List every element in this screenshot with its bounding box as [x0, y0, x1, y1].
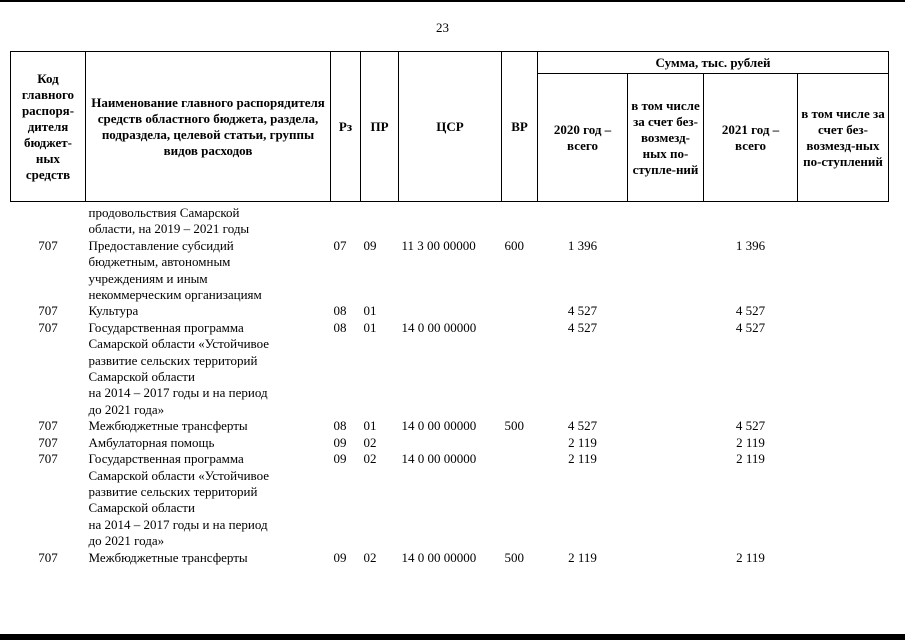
- cell-pr: 01: [363, 303, 377, 319]
- cell-2020-total: [538, 202, 628, 238]
- cell-2021-total: 2 119: [736, 549, 765, 565]
- cell-rz: 08: [333, 319, 347, 335]
- cell-2021-free: [798, 238, 889, 304]
- cell-pr: 02: [363, 434, 377, 450]
- cell-2021-total: 1 396: [735, 237, 766, 253]
- bottom-rule: [0, 634, 905, 640]
- cell-name: Культура: [88, 303, 139, 319]
- cell-csr: 14 0 00 00000: [401, 418, 477, 434]
- cell-name: Межбюджетные трансферты: [88, 549, 248, 565]
- cell-rz: 08: [333, 418, 347, 434]
- cell-vr: [502, 451, 538, 549]
- cell-csr: 11 3 00 00000: [401, 237, 476, 253]
- cell-vr: 500: [504, 418, 524, 434]
- cell-2021-free: [798, 418, 889, 434]
- cell-2020-free: [628, 238, 704, 304]
- cell-code: 707: [38, 418, 58, 434]
- cell-rz: 09: [333, 549, 347, 565]
- cell-2021-total: 4 527: [735, 418, 766, 434]
- table-header: [11, 52, 889, 202]
- cell-code: 707: [38, 451, 58, 467]
- cell-vr: [502, 202, 538, 238]
- table-row: [11, 451, 889, 549]
- table-body: [11, 202, 889, 566]
- cell-2020-free: [628, 303, 704, 319]
- page-number: 23: [436, 20, 449, 35]
- cell-2020-total: 2 119: [568, 549, 597, 565]
- cell-csr: 14 0 00 00000: [401, 549, 477, 565]
- cell-2020-total: 2 119: [568, 451, 597, 467]
- cell-vr: [502, 435, 538, 451]
- cell-name: продовольствия Самарской области, на 2019 – 2021 годы: [88, 205, 250, 237]
- header-2021-total: 2021 год – всего: [704, 74, 798, 202]
- cell-2021-free: [798, 435, 889, 451]
- cell-rz: 07: [333, 237, 347, 253]
- cell-name: Государственная программа Самарской области «Устойчивое развитие сельских территорий Самарской области на 2014 – 2017 годы и на период до 2021 года»: [88, 319, 270, 417]
- cell-vr: [502, 320, 538, 418]
- header-2021-free: в том числе за счет без-возмезд-ных по-ступлений: [798, 74, 889, 202]
- cell-2020-free: [628, 320, 704, 418]
- cell-2021-total: 4 527: [735, 319, 766, 335]
- cell-2021-free: [798, 303, 889, 319]
- cell-2020-total: 4 527: [567, 319, 598, 335]
- cell-csr: [399, 303, 502, 319]
- cell-2020-total: 1 396: [567, 237, 598, 253]
- table-row: [11, 238, 889, 304]
- cell-2021-free: [798, 550, 889, 566]
- cell-pr: 01: [363, 319, 377, 335]
- cell-2020-free: [628, 435, 704, 451]
- cell-2020-free: [628, 550, 704, 566]
- cell-2020-free: [628, 451, 704, 549]
- cell-name: Амбулаторная помощь: [88, 434, 215, 450]
- cell-name: Государственная программа Самарской области «Устойчивое развитие сельских территорий Самарской области на 2014 – 2017 годы и на период до 2021 года»: [88, 451, 270, 549]
- cell-rz: 08: [333, 303, 347, 319]
- cell-csr: [399, 435, 502, 451]
- header-code: Код главного распоря-дителя бюджет-ных средств: [11, 52, 86, 202]
- cell-code: 707: [38, 434, 58, 450]
- cell-pr: 01: [363, 418, 377, 434]
- header-2020-total: 2020 год – всего: [538, 74, 628, 202]
- cell-rz: 09: [333, 434, 347, 450]
- header-pr: ПР: [361, 52, 399, 202]
- cell-2021-free: [798, 202, 889, 238]
- cell-vr: 600: [504, 237, 524, 253]
- top-rule: [0, 0, 905, 2]
- header-csr: ЦСР: [399, 52, 502, 202]
- table-row: [11, 550, 889, 566]
- cell-vr: [502, 303, 538, 319]
- cell-code: 707: [38, 319, 58, 335]
- table-row: [11, 202, 889, 238]
- cell-name: Предоставление субсидий бюджетным, автономным учреждениям и иным некоммерческим организациям: [88, 237, 262, 303]
- cell-2021-free: [798, 320, 889, 418]
- cell-rz: 09: [333, 451, 347, 467]
- cell-code: [11, 202, 86, 238]
- cell-2021-total: 2 119: [736, 434, 765, 450]
- header-sum: Сумма, тыс. рублей: [538, 52, 889, 74]
- cell-2020-free: [628, 418, 704, 434]
- header-vr: ВР: [502, 52, 538, 202]
- cell-2020-total: 4 527: [567, 303, 598, 319]
- cell-csr: 14 0 00 00000: [401, 451, 477, 467]
- cell-2021-total: 4 527: [735, 303, 766, 319]
- cell-csr: 14 0 00 00000: [401, 319, 477, 335]
- table-row: [11, 320, 889, 418]
- cell-2020-free: [628, 202, 704, 238]
- cell-2020-total: 4 527: [567, 418, 598, 434]
- cell-pr: [361, 202, 399, 238]
- table-row: [11, 435, 889, 451]
- budget-table: [10, 51, 889, 566]
- cell-2020-total: 2 119: [568, 434, 597, 450]
- cell-vr: 500: [504, 549, 524, 565]
- cell-csr: [399, 202, 502, 238]
- cell-pr: 02: [363, 549, 377, 565]
- table-row: [11, 303, 889, 319]
- cell-2021-free: [798, 451, 889, 549]
- header-rz: Рз: [331, 52, 361, 202]
- cell-code: 707: [38, 303, 58, 319]
- table-row: [11, 418, 889, 434]
- cell-pr: 09: [363, 237, 377, 253]
- cell-code: 707: [38, 549, 58, 565]
- header-2020-free: в том числе за счет без-возмезд-ных по-ступле-ний: [628, 74, 704, 202]
- cell-2021-total: [704, 202, 798, 238]
- cell-rz: [331, 202, 361, 238]
- cell-name: Межбюджетные трансферты: [88, 418, 248, 434]
- cell-code: 707: [38, 237, 58, 253]
- header-name: Наименование главного распорядителя средств областного бюджета, раздела, подраздела, целевой статьи, группы видов расходов: [86, 52, 331, 202]
- cell-pr: 02: [363, 451, 377, 467]
- cell-2021-total: 2 119: [736, 451, 765, 467]
